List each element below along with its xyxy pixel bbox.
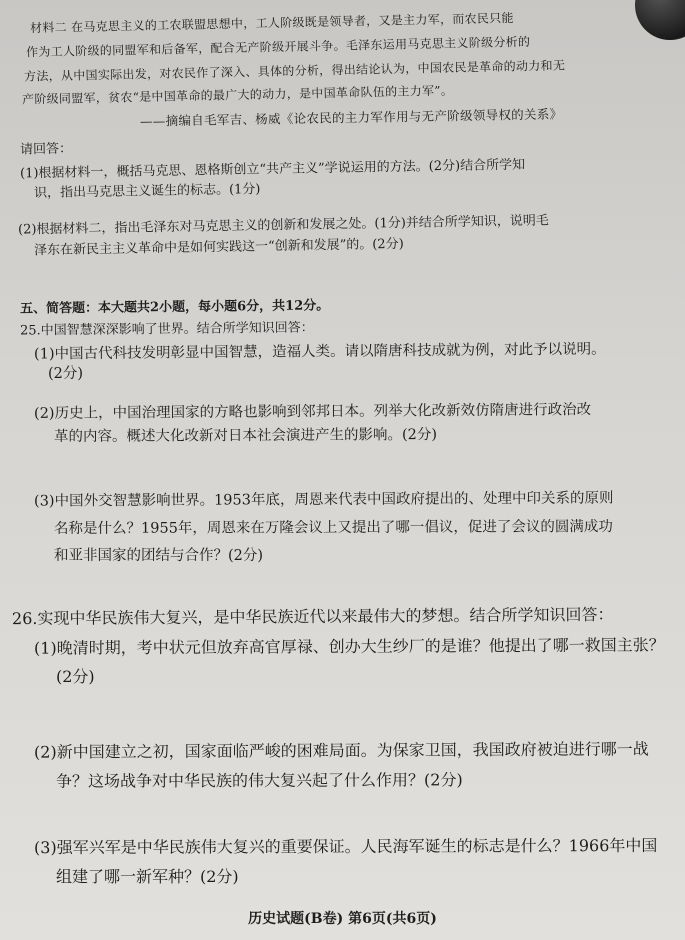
q24-part1-line1: (1)根据材料一，概括马克思、恩格斯创立“共产主义”学说运用的方法。(2分)结合所学知 (19, 157, 526, 182)
q25-part1-line1: (1)中国古代科技发明彰显中国智慧，造福人类。请以隋唐科技成就为例，对此予以说明。 (33, 341, 606, 363)
material2-line-1: 材料二 在马克思主义的工农联盟思想中，工人阶级既是领导者，又是主力军，而农民只能 (29, 10, 514, 36)
q25-part1-line2: (2分) (48, 366, 84, 382)
q25-part2-line2: 革的内容。概述大化改新对日本社会演进产生的影响。(2分) (53, 426, 438, 446)
page-footer: 历史试题(B卷) 第6页(共6页) (248, 911, 437, 927)
material2-line-3: 方法，从中国实际出发，对农民作了深入、具体的分析，得出结论认为，中国农民是革命的动力和无 (23, 58, 566, 84)
q25-part3-line1: (3)中国外交智慧影响世界。1953年底，周恩来代表中国政府提出的、处理中印关系的原则 (33, 490, 614, 510)
q26-part2-line1: (2)新中国建立之初，国家面临严峻的困难局面。为保家卫国，我国政府被迫进行哪一战 (33, 739, 649, 762)
q24-part2-line1: (2)根据材料二，指出毛泽东对马克思主义的创新和发展之处。(1分)并结合所学知识，说明毛 (17, 213, 549, 238)
q24-part1-line2: 识，指出马克思主义诞生的标志。(1分) (33, 182, 261, 201)
q26-part2-line2: 争？这场战争对中华民族的伟大复兴起了什么作用？(2分) (55, 770, 463, 791)
q25-part3-line3: 和亚非国家的团结与合作？(2分) (54, 548, 264, 564)
q24-part2-line2: 泽东在新民主主义革命中是如何实践这一“创新和发展”的。(2分) (33, 236, 404, 259)
material2-line-4: 产阶级同盟军，贫农“是中国革命的最广大的动力，是中国革命队伍的主力军”。 (21, 83, 454, 107)
q25-part2-line1: (2)历史上，中国治理国家的方略也影响到邻邦日本。列举大化改新效仿隋唐进行政治改 (33, 402, 592, 422)
q26-part3-line1: (3)强军兴军是中华民族伟大复兴的重要保证。人民海军诞生的标志是什么？1966年中国 (33, 835, 658, 858)
material2-line-2: 作为工人阶级的同盟军和后备军，配合无产阶级开展斗争。毛泽东运用马克思主义阶级分析的 (25, 34, 531, 60)
q25-part3-line2: 名称是什么？1955年，周恩来在万隆会议上又提出了哪一倡议，促进了会议的圆满成功 (53, 519, 613, 537)
q26-part1-line1: (1)晚清时期，考中状元但放弃高官厚禄、创办大生纱厂的是谁？他提出了哪一救国主张？ (33, 635, 665, 658)
material2-source: ——摘编自毛军吉、杨威《论农民的主力军作用与无产阶级领导权的关系》 (139, 106, 563, 129)
q26-part1-line2: (2分) (56, 667, 95, 686)
section5-title: 五、简答题：本大题共2小题，每小题6分，共12分。 (19, 298, 330, 317)
q25-stem: 25.中国智慧深深影响了世界。结合所学知识回答： (19, 320, 314, 339)
q24-prompt: 请回答： (19, 141, 73, 158)
q26-part3-line2: 组建了哪一新军种？(2分) (56, 867, 239, 886)
q26-stem: 26.实现中华民族伟大复兴，是中华民族近代以来最伟大的梦想。结合所学知识回答： (11, 604, 614, 629)
